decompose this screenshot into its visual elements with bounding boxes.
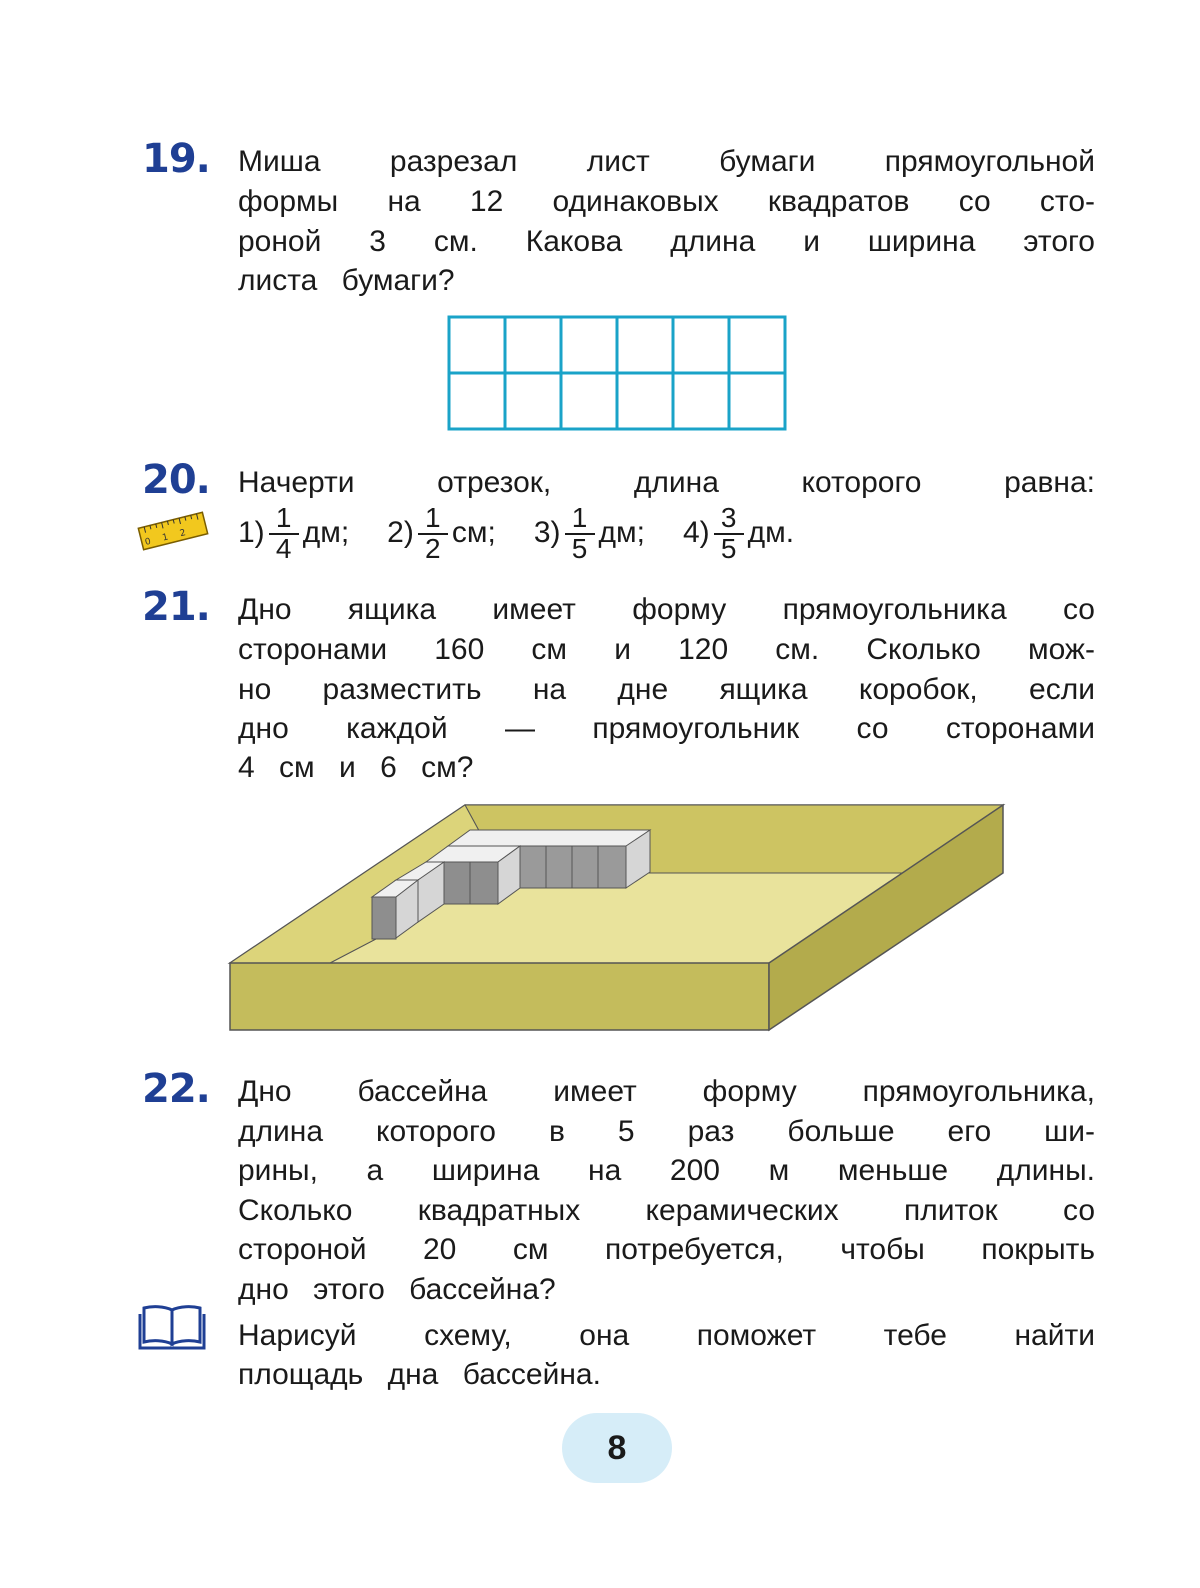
numerator: 1: [418, 504, 448, 535]
problem-22-line-5: стороной 20 см потребуется, чтобы покрыть: [238, 1233, 1095, 1266]
fraction-item: [387, 501, 496, 564]
problem-22-line-4: Сколько квадратных керамических плиток со: [238, 1194, 1095, 1227]
fraction: [269, 501, 299, 564]
problem-22-number: 22.: [142, 1066, 210, 1112]
unit: дм.: [747, 516, 795, 549]
hint-line-1: Нарисуй схему, она поможет тебе найти: [238, 1319, 1095, 1352]
item-label: 1): [238, 516, 265, 549]
ruler-mark-1: 1: [161, 532, 170, 544]
problem-22-line-3: рины, а ширина на 200 м меньше длины.: [238, 1154, 1095, 1187]
unit: см;: [451, 516, 496, 549]
hint-line-2: площадь дна бассейна.: [238, 1358, 601, 1391]
problem-19-number: 19.: [142, 136, 210, 182]
numerator: 1: [269, 504, 299, 535]
problem-21-line-4: дно каждой — прямоугольник со сторонами: [238, 712, 1095, 745]
item-label: 2): [387, 516, 414, 549]
box-with-blocks-figure: [226, 800, 1008, 1036]
numerator: 3: [714, 504, 744, 535]
problem-19-line-1: Миша разрезал лист бумаги прямоугольной: [238, 145, 1095, 178]
problem-20-line-1: Начерти отрезок, длина которого равна:: [238, 466, 1095, 499]
denominator: 2: [425, 532, 441, 564]
problem-22-line-6: дно этого бассейна?: [238, 1273, 556, 1306]
problem-22-line-2: длина которого в 5 раз больше его ши-: [238, 1115, 1095, 1148]
problem-19-line-4: листа бумаги?: [238, 264, 455, 297]
ruler-mark-2: 2: [178, 528, 187, 540]
fraction: [714, 501, 744, 564]
numerator: 1: [565, 504, 595, 535]
squares-grid-figure: [446, 314, 788, 432]
unit: дм;: [598, 516, 645, 549]
problem-21-line-2: сторонами 160 см и 120 см. Сколько мож-: [238, 633, 1095, 666]
fraction-item: [682, 501, 795, 564]
fraction: [418, 501, 448, 564]
fraction: [565, 501, 595, 564]
item-label: 4): [682, 516, 710, 549]
book-icon: [136, 1300, 208, 1352]
problem-20-number: 20.: [142, 457, 210, 503]
ruler-icon: [136, 508, 210, 554]
denominator: 5: [571, 532, 588, 564]
problem-21-number: 21.: [142, 584, 210, 630]
unit: дм;: [302, 516, 350, 549]
ruler-mark-0: 0: [144, 536, 153, 548]
problem-21-line-5: 4 см и 6 см?: [238, 751, 474, 784]
denominator: 5: [720, 532, 737, 564]
denominator: 4: [275, 532, 292, 564]
problem-22-line-1: Дно бассейна имеет форму прямоугольника,: [238, 1075, 1095, 1108]
problem-21-line-1: Дно ящика имеет форму прямоугольника со: [238, 593, 1095, 626]
item-label: 3): [533, 516, 561, 549]
problem-19-line-3: роной 3 см. Какова длина и ширина этого: [238, 225, 1095, 258]
fraction-item: [238, 501, 350, 564]
problem-19-line-2: формы на 12 одинаковых квадратов со сто-: [238, 185, 1095, 218]
fraction-item: [533, 501, 645, 564]
page-number: 8: [562, 1413, 672, 1483]
fraction-list: [238, 498, 1098, 568]
problem-21-line-3: но разместить на дне ящика коробок, если: [238, 673, 1095, 706]
